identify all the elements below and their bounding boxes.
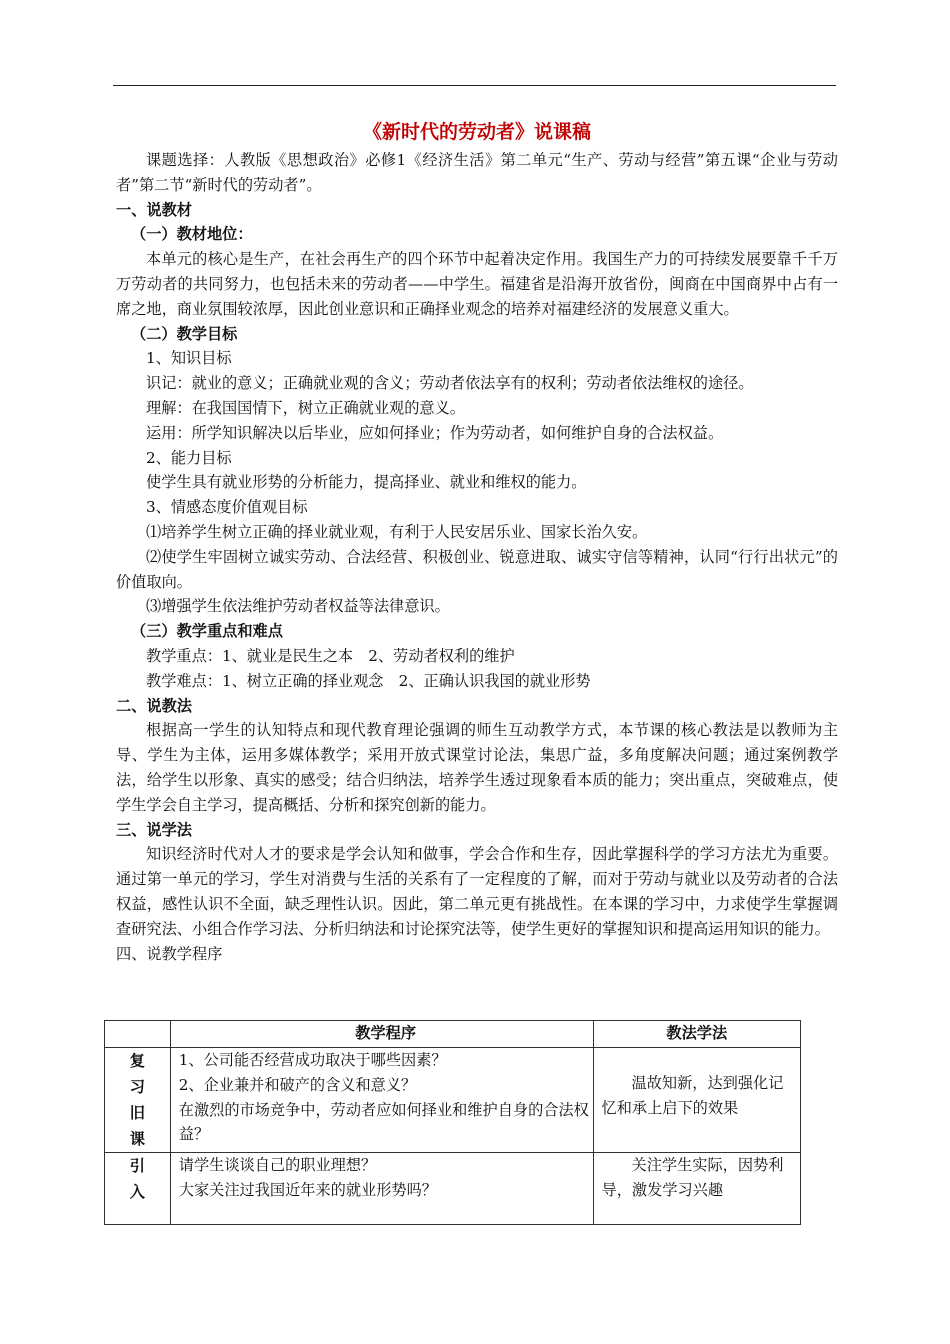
paragraph: 本单元的核心是生产，在社会再生产的四个环节中起着决定作用。我国生产力的可持续发展要靠千千万万劳动者的共同努力，也包括未来的劳动者——中学生。福建省是沿海开放省份，闽商在中国商界中占有一席之地，商业氛围较浓厚，因此创业意识和正确择业观念的培养对福建经济的发展意义重大。 [116,250,838,318]
goal-item: 理解：在我国国情下，树立正确就业观的意义。 [146,398,465,417]
subsection-heading: （一）教材地位： [131,225,253,244]
paragraph: 根据高一学生的认知特点和现代教育理论强调的师生互动教学方式，本节课的核心教法是以教师为主导、学生为主体，运用多媒体教学；采用开放式课堂讨论法，集思广益，多角度解决问题；通过案例教学法，给学生以形象、真实的感受；结合归纳法，培养学生透过现象看本质的能力；突出重点，突破难点，使学生学会自主学习，提高概括、分析和探究创新的能力。 [116,721,838,814]
process-line: 大家关注过我国近年来的就业形势吗？ [178,1180,437,1199]
teaching-procedure-table [104,1020,801,1225]
goal-item: ⑴培养学生树立正确的择业就业观，有利于人民安居乐业、国家长治久安。 [146,522,648,541]
stage-char: 旧 [129,1104,145,1122]
goal-title: 1、知识目标 [146,349,232,368]
goal-title: 3、情感态度价值观目标 [146,498,308,517]
process-line: 2、企业兼并和破产的含义和意义？ [178,1075,417,1094]
goal-item: ⑶增强学生依法维护劳动者权益等法律意识。 [146,597,450,616]
table-header-row [105,1021,801,1048]
section-2-heading: 二、说教法 [116,696,192,715]
goal-title: 2、能力目标 [146,448,232,467]
stage-char: 引 [129,1157,145,1175]
goal-item: ⑵使学生牢固树立诚实劳动、合法经营、积极创业、锐意进取、诚实守信等精神，认同“行行出状元”的价值取向。 [116,547,838,591]
process-line: 请学生谈谈自己的职业理想？ [178,1156,377,1174]
section-4-heading: 四、说教学程序 [116,944,223,963]
subsection-heading: （二）教学目标 [131,324,238,343]
process-cell [170,1048,593,1153]
goal-item: 运用：所学知识解决以后毕业，应如何择业；作为劳动者，如何维护自身的合法权益。 [146,423,724,442]
table-header-process: 教学程序 [170,1021,593,1048]
goal-item: 使学生具有就业形势的分析能力，提高择业、就业和维权的能力。 [146,473,587,492]
goal-item: 识记：就业的意义；正确就业观的含义；劳动者依法享有的权利；劳动者依法维权的途径。 [146,374,754,393]
method-cell: 关注学生实际，因势利导，激发学习兴趣 [593,1153,800,1225]
process-line: 1、公司能否经营成功取决于哪些因素？ [178,1051,447,1069]
key-point: 教学重点：1、就业是民生之本 2、劳动者权利的维护 [146,646,515,665]
stage-char: 入 [129,1183,145,1201]
header-rule [113,85,836,86]
method-cell: 温故知新，达到强化记忆和承上启下的效果 [593,1048,800,1153]
section-1-heading: 一、说教材 [116,200,192,219]
table-header-method: 教法学法 [593,1021,800,1048]
subsection-heading: （三）教学重点和难点 [131,622,283,641]
stage-cell [105,1153,171,1225]
stage-char: 复 [129,1052,145,1070]
difficult-point: 教学难点：1、树立正确的择业观念 2、正确认识我国的就业形势 [146,671,591,690]
table-header-blank [105,1021,171,1048]
intro-paragraph: 课题选择：人教版《思想政治》必修1《经济生活》第二单元“生产、劳动与经营”第五课“企业与劳动者”第二节“新时代的劳动者”。 [116,151,838,194]
table-row [105,1048,801,1153]
document-body [116,118,838,966]
table-row [105,1153,801,1225]
paragraph: 知识经济时代对人才的要求是学会认知和做事，学会合作和生存，因此掌握科学的学习方法尤为重要。通过第一单元的学习，学生对消费与生活的关系有了一定程度的了解，而对于劳动与就业以及劳动者的合法权益，感性认识不全面，缺乏理性认识。因此，第二单元更有挑战性。在本课的学习中，力求使学生掌握调查研究法、小组合作学习法、分析归纳法和讨论探究法等，使学生更好的掌握知识和提高运用知识的能力。 [116,845,838,938]
stage-cell [105,1048,171,1153]
stage-char: 课 [129,1130,145,1148]
doc-title: 《新时代的劳动者》说课稿 [362,121,591,143]
section-3-heading: 三、说学法 [116,820,192,839]
process-cell [170,1153,593,1225]
process-line: 在激烈的市场竞争中，劳动者应如何择业和维护自身的合法权益？ [178,1100,589,1144]
stage-char: 习 [129,1078,145,1096]
